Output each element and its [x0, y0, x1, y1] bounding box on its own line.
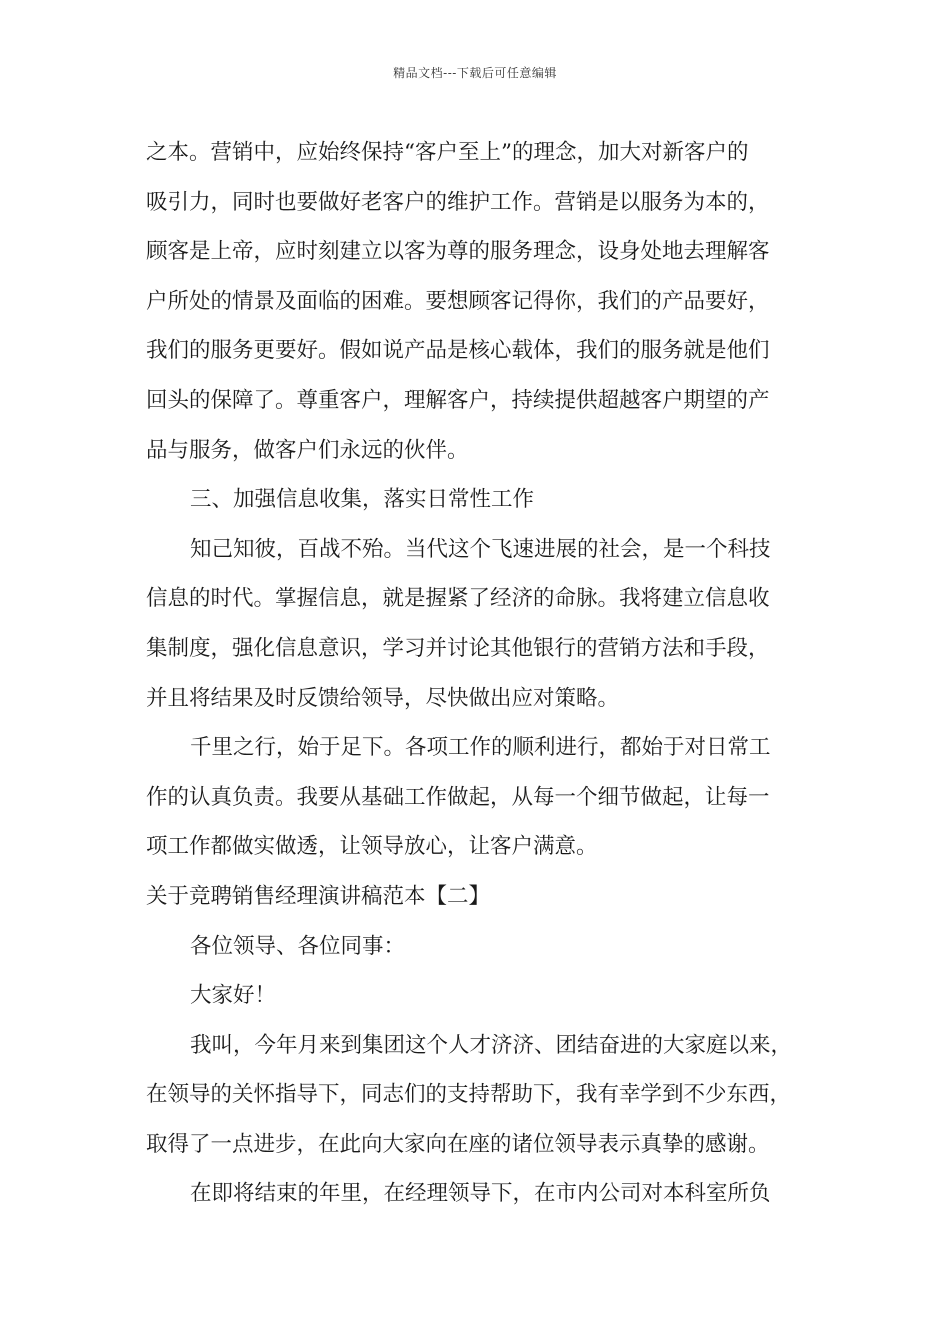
text-line: 吸引力，同时也要做好老客户的维护工作。营销是以服务为本的， — [146, 189, 770, 215]
text-line: 我们的服务更要好。假如说产品是核心载体，我们的服务就是他们 — [146, 338, 770, 364]
page-header: 精品文档---下载后可任意编辑 — [393, 66, 557, 80]
text-line: 取得了一点进步，在此向大家向在座的诸位领导表示真挚的感谢。 — [146, 1131, 770, 1157]
text-line: 作的认真负责。我要从基础工作做起，从每一个细节做起，让每一 — [146, 784, 770, 810]
text-line: 户所处的情景及面临的困难。要想顾客记得你，我们的产品要好， — [146, 288, 770, 314]
section-heading: 三、加强信息收集，落实日常性工作 — [190, 487, 535, 513]
text-line: 之本。营销中，应始终保持“客户至上”的理念，加大对新客户的 — [146, 140, 749, 165]
text-line: 集制度，强化信息意识，学习并讨论其他银行的营销方法和手段， — [146, 635, 770, 661]
text-line: 我叫，今年月来到集团这个人才济济、团结奋进的大家庭以来， — [190, 1032, 793, 1058]
text-line: 在领导的关怀指导下，同志们的支持帮助下，我有幸学到不少东西， — [146, 1082, 792, 1108]
text-line: 顾客是上帝，应时刻建立以客为尊的服务理念，设身处地去理解客 — [146, 239, 770, 265]
text-line: 信息的时代。掌握信息，就是握紧了经济的命脉。我将建立信息收 — [146, 586, 770, 612]
greeting: 大家好！ — [190, 983, 277, 1009]
text-line: 品与服务，做客户们永远的伙伴。 — [146, 437, 469, 463]
text-line: 在即将结束的年里，在经理领导下，在市内公司对本科室所负 — [190, 1181, 771, 1207]
salutation: 各位领导、各位同事： — [190, 933, 406, 959]
text-line: 并且将结果及时反馈给领导，尽快做出应对策略。 — [146, 685, 620, 711]
text-line: 项工作都做实做透，让领导放心，让客户满意。 — [146, 834, 598, 860]
article-title: 关于竞聘销售经理演讲稿范本【二】 — [146, 883, 491, 909]
text-line: 千里之行，始于足下。各项工作的顺利进行，都始于对日常工 — [190, 735, 771, 761]
text-line: 知己知彼，百战不殆。当代这个飞速进展的社会，是一个科技 — [190, 536, 771, 562]
text-line: 回头的保障了。尊重客户，理解客户，持续提供超越客户期望的产 — [146, 387, 770, 413]
document-body — [146, 128, 806, 1219]
